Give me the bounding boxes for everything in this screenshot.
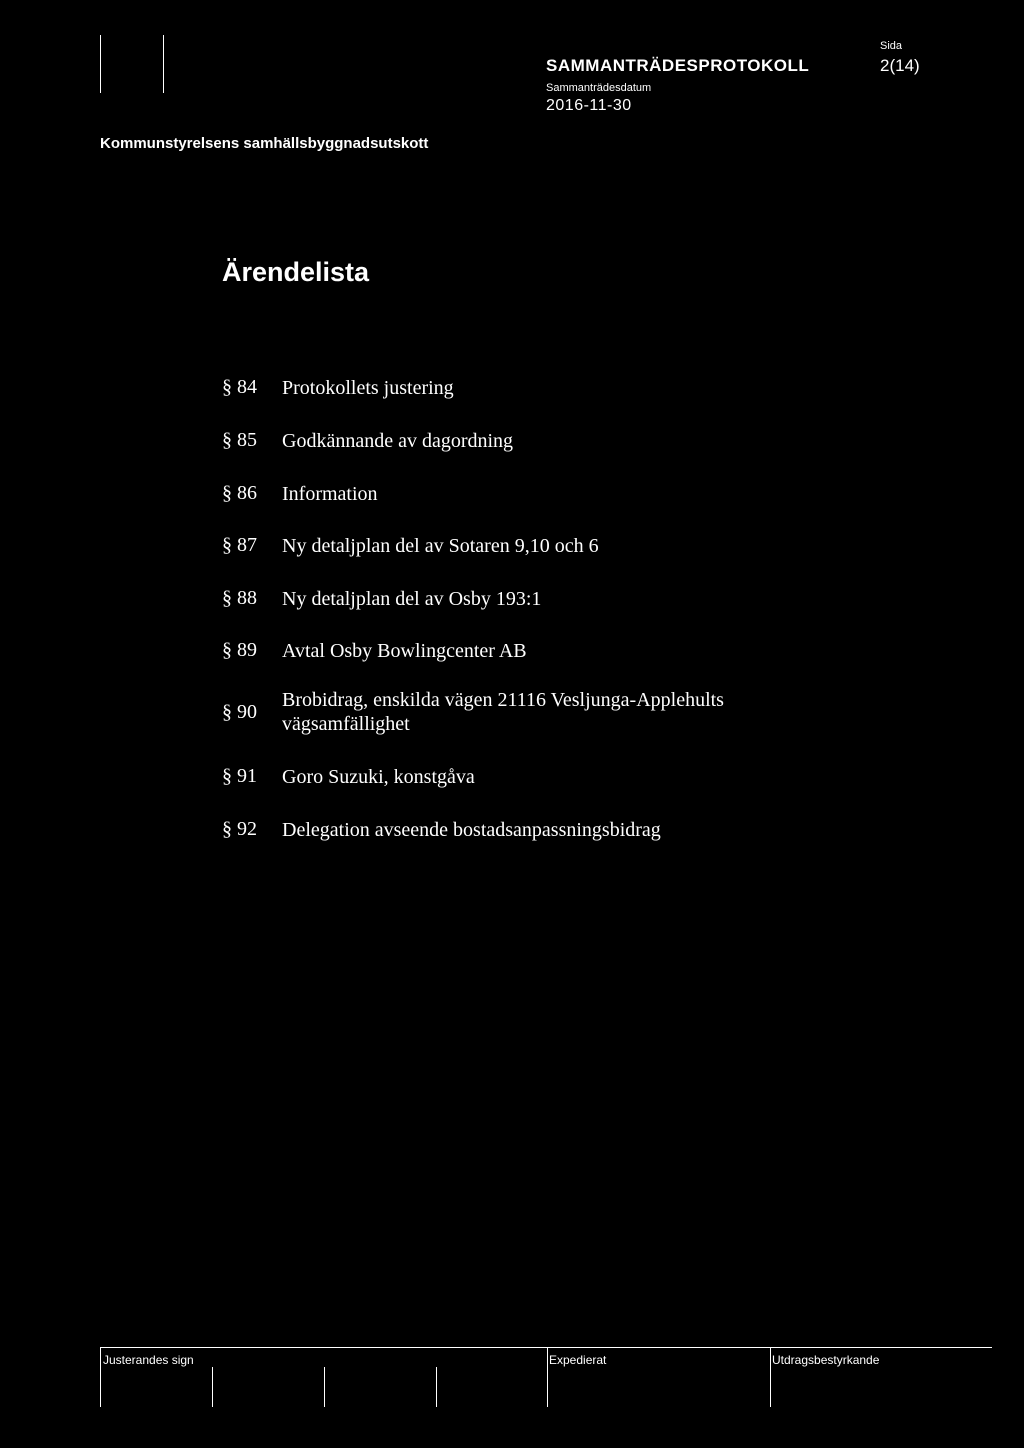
justerandes-sign-label: Justerandes sign [103,1353,194,1367]
signature-box-divider [324,1367,325,1407]
signature-box-divider [212,1367,213,1407]
item-text: Brobidrag, enskilda vägen 21116 Vesljunga-Applehults vägsamfällighet [282,689,724,735]
item-number: § 86 [222,482,257,504]
item-number: § 89 [222,639,257,661]
utdragsbestyrkande-label: Utdragsbestyrkande [772,1353,880,1367]
page-title: Ärendelista [222,257,370,287]
item-text: Ny detaljplan del av Osby 193:1 [282,588,542,610]
item-number: § 90 [222,701,257,723]
item-text: Ny detaljplan del av Sotaren 9,10 och 6 [282,535,599,557]
item-text: Godkännande av dagordning [282,430,514,452]
signature-box-divider [436,1367,437,1407]
item-text: Information [282,483,378,505]
page-number: 2(14) [880,56,920,75]
header-rule-right [163,35,164,93]
item-text: Delegation avseende bostadsanpassningsbidrag [282,819,661,841]
item-text: Protokollets justering [282,377,454,399]
header-rule-left [100,35,101,93]
item-text: Goro Suzuki, konstgåva [282,766,475,788]
item-number: § 84 [222,376,257,398]
item-number: § 91 [222,765,257,787]
item-text: Avtal Osby Bowlingcenter AB [282,640,527,662]
signature-box-divider [547,1347,548,1407]
item-number: § 85 [222,429,257,451]
signature-box-divider [100,1347,101,1407]
document-type: SAMMANTRÄDESPROTOKOLL [546,56,810,75]
item-number: § 88 [222,587,257,609]
expedierat-label: Expedierat [549,1353,607,1367]
footer-rule [100,1347,992,1348]
signature-box-divider [770,1347,771,1407]
page-label: Sida [880,40,903,52]
date-value: 2016-11-30 [546,97,632,114]
date-label: Sammanträdesdatum [546,82,652,94]
item-number: § 87 [222,534,257,556]
committee-name: Kommunstyrelsens samhällsbyggnadsutskott [100,135,429,152]
item-number: § 92 [222,818,257,840]
